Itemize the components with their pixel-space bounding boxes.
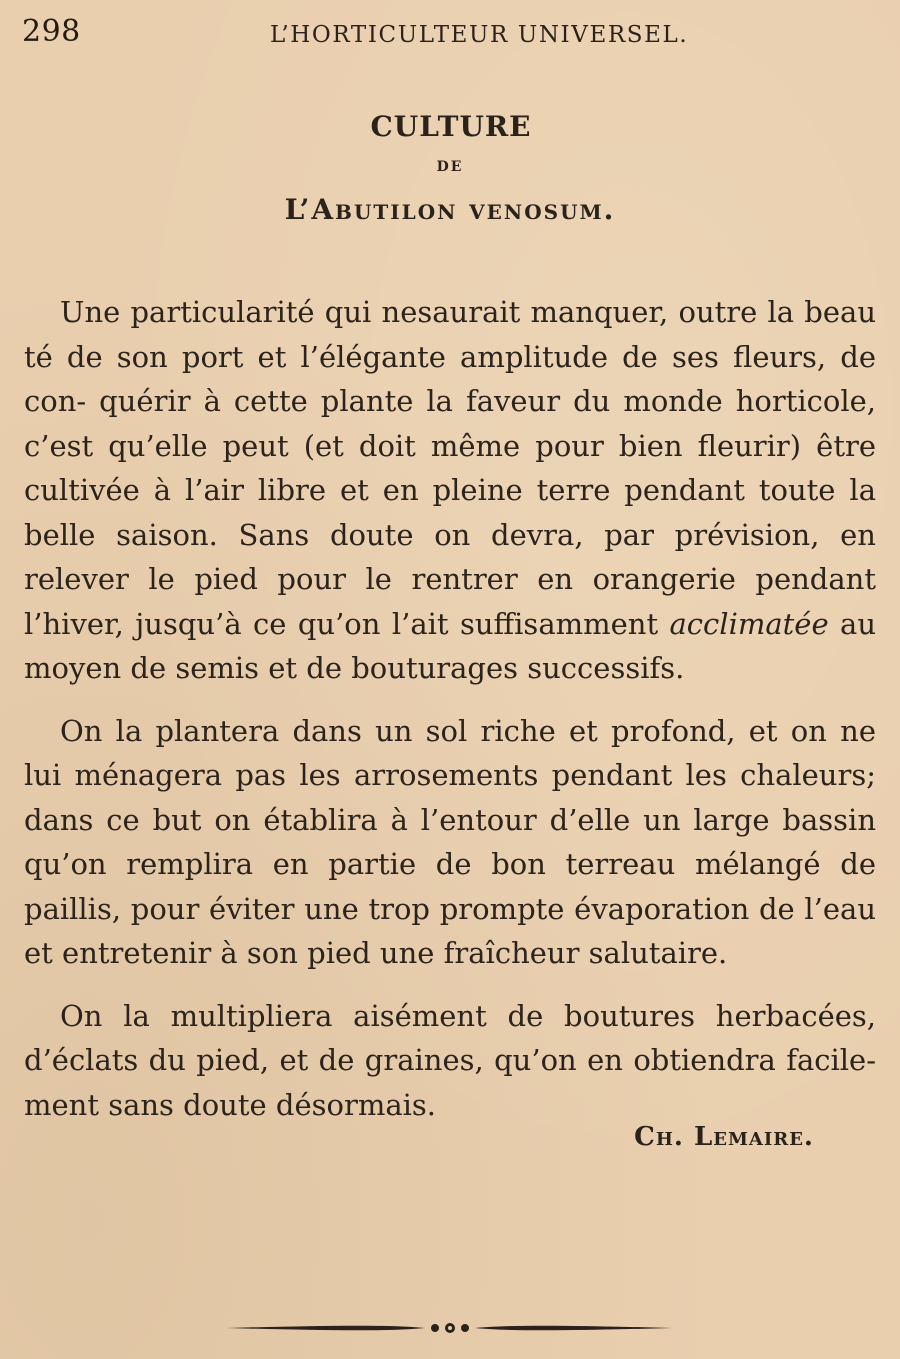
article-body [24, 290, 876, 1145]
article-title [0, 110, 900, 226]
paragraph-1 [24, 290, 876, 691]
ornament-rule-icon [225, 1318, 675, 1338]
title-line-culture: CULTURE [370, 110, 532, 143]
page-header [22, 14, 870, 54]
author-signature: Ch. Lemaire. [634, 1122, 814, 1152]
title-line-de: DE [436, 159, 464, 175]
paragraph-2: On la plantera dans un sol riche et profond, et on ne lui ménagera pas les arrosements pendant les chaleurs; dans ce but on établira à l’entour d’elle un large bassin qu’on remplira en partie de bon terreau mélangé de paillis, pour éviter une trop prompte évaporation de l’eau et entretenir à son pied une fraîcheur salutaire. [24, 713, 876, 970]
running-title: L’HORTICULTEUR UNIVERSEL. [270, 22, 689, 48]
paragraph-1-italic: acclimatée [669, 606, 829, 641]
title-line-plant-name: L’Abutilon venosum. [284, 193, 616, 226]
paragraph-1-text-b: au moyen de semis et de bouturages successifs. [24, 606, 876, 685]
paragraph-1-text-a: Une particularité qui nesaurait manquer, outre la beau té de son port et l’élégante amplitude de ses fleurs, de con- quérir à cette plante la faveur du monde horticole, c’est qu’elle peut (et doit même pour bien fleurir) être cultivée à l’air libre et en pleine terre pendant toute la belle saison. Sans doute on devra, par prévision, en relever le pied pour le rentrer en orangerie pendant l’hiver, jusqu’à ce qu’on l’ait suffisamment [24, 295, 876, 641]
paragraph-3: On la multipliera aisément de boutures herbacées, d’éclats du pied, et de graines, qu’on en obtiendra facile- ment sans doute désormais. [24, 998, 876, 1122]
page-number: 298 [22, 14, 81, 49]
